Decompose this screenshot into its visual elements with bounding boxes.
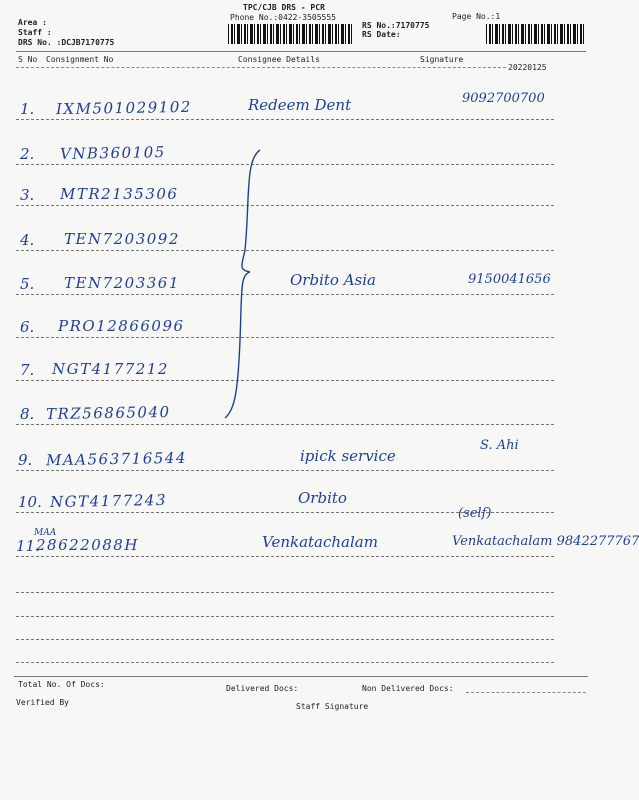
row-number: 2. xyxy=(20,145,35,163)
row-number: 10. xyxy=(18,493,42,511)
row-number: 8. xyxy=(20,405,35,423)
row-line xyxy=(16,556,554,557)
row-number: 9. xyxy=(18,451,33,469)
rs-date: RS Date: xyxy=(362,30,401,39)
blank-line xyxy=(16,662,554,663)
verified-by: Verified By xyxy=(16,698,69,707)
non-delivered-docs: Non Delivered Docs: xyxy=(362,684,454,693)
row-number: 1. xyxy=(20,100,35,118)
recipient-signature: 9150041656 xyxy=(468,272,551,287)
blank-line xyxy=(16,639,554,640)
footer-divider xyxy=(14,676,588,677)
recipient-signature: 9092700700 xyxy=(462,91,545,106)
phone-number: Phone No.:0422-3505555 xyxy=(230,13,336,22)
row-line xyxy=(16,424,554,425)
drs-number: DRS No. :DCJB7170775 xyxy=(18,38,115,47)
row-line xyxy=(16,294,554,295)
rs-number: RS No.:7170775 xyxy=(362,21,430,30)
row-number: 11. xyxy=(16,537,40,555)
consignment-number: IXM501029102 xyxy=(55,97,193,119)
row-line xyxy=(16,470,554,471)
staff-signature: Staff Signature xyxy=(296,702,369,711)
row-line xyxy=(16,119,554,120)
col-sno: S No xyxy=(18,55,38,64)
col-consignee: Consignee Details xyxy=(238,55,320,64)
consignee-name: Orbito xyxy=(298,489,347,507)
consignment-number: 28622088H xyxy=(36,536,139,554)
consignment-number: PRO12866096 xyxy=(58,317,185,335)
consignment-number: TRZ56865040 xyxy=(45,402,171,424)
blank-line xyxy=(16,592,554,593)
grouping-bracket xyxy=(220,140,270,430)
row-line xyxy=(16,380,554,381)
row-line xyxy=(16,205,554,206)
col-signature: Signature xyxy=(420,55,464,64)
consignment-number: VNB360105 xyxy=(59,143,166,163)
consignee-name: Venkatachalam xyxy=(262,533,378,551)
barcode-rs xyxy=(486,24,584,44)
document-title: TPC/CJB DRS - PCR xyxy=(243,3,325,12)
consignee-name: ipick service xyxy=(300,447,396,465)
consignment-number: TEN7203361 xyxy=(64,274,180,292)
column-header-divider xyxy=(16,67,506,68)
consignment-number: MAA563716544 xyxy=(45,448,188,470)
delivered-docs: Delivered Docs: xyxy=(226,684,299,693)
consignment-number: MTR2135306 xyxy=(60,185,179,203)
non-delivered-line xyxy=(466,692,586,693)
consignee-name: Redeem Dent xyxy=(248,96,352,114)
recipient-signature: S. Ahi xyxy=(480,438,519,453)
row-number: 3. xyxy=(20,186,35,204)
row-line xyxy=(16,337,554,338)
row11-prefix: MAA xyxy=(34,528,57,538)
date-stamp: 20220125 xyxy=(508,63,547,72)
consignment-number: TEN7203092 xyxy=(64,230,180,248)
row-number: 4. xyxy=(20,231,35,249)
area-label: Area : xyxy=(18,18,47,27)
row-number: 5. xyxy=(20,275,35,293)
recipient-signature: Venkatachalam 9842277767 xyxy=(452,534,639,549)
total-docs: Total No. Of Docs: xyxy=(18,680,105,689)
page-number: Page No.:1 xyxy=(452,12,501,21)
row-line xyxy=(16,164,554,165)
consignment-number: NGT4177212 xyxy=(52,360,169,378)
consignment-number: NGT4177243 xyxy=(49,490,168,512)
consignee-name: Orbito Asia xyxy=(290,271,376,289)
recipient-signature: (self) xyxy=(458,506,492,521)
row-line xyxy=(16,250,554,251)
barcode-drs xyxy=(228,24,352,44)
staff-label: Staff : xyxy=(18,28,52,37)
row-number: 6. xyxy=(20,318,35,336)
col-consignment: Consignment No xyxy=(46,55,114,64)
header-divider xyxy=(16,51,586,52)
blank-line xyxy=(16,616,554,617)
row-number: 7. xyxy=(20,361,35,379)
